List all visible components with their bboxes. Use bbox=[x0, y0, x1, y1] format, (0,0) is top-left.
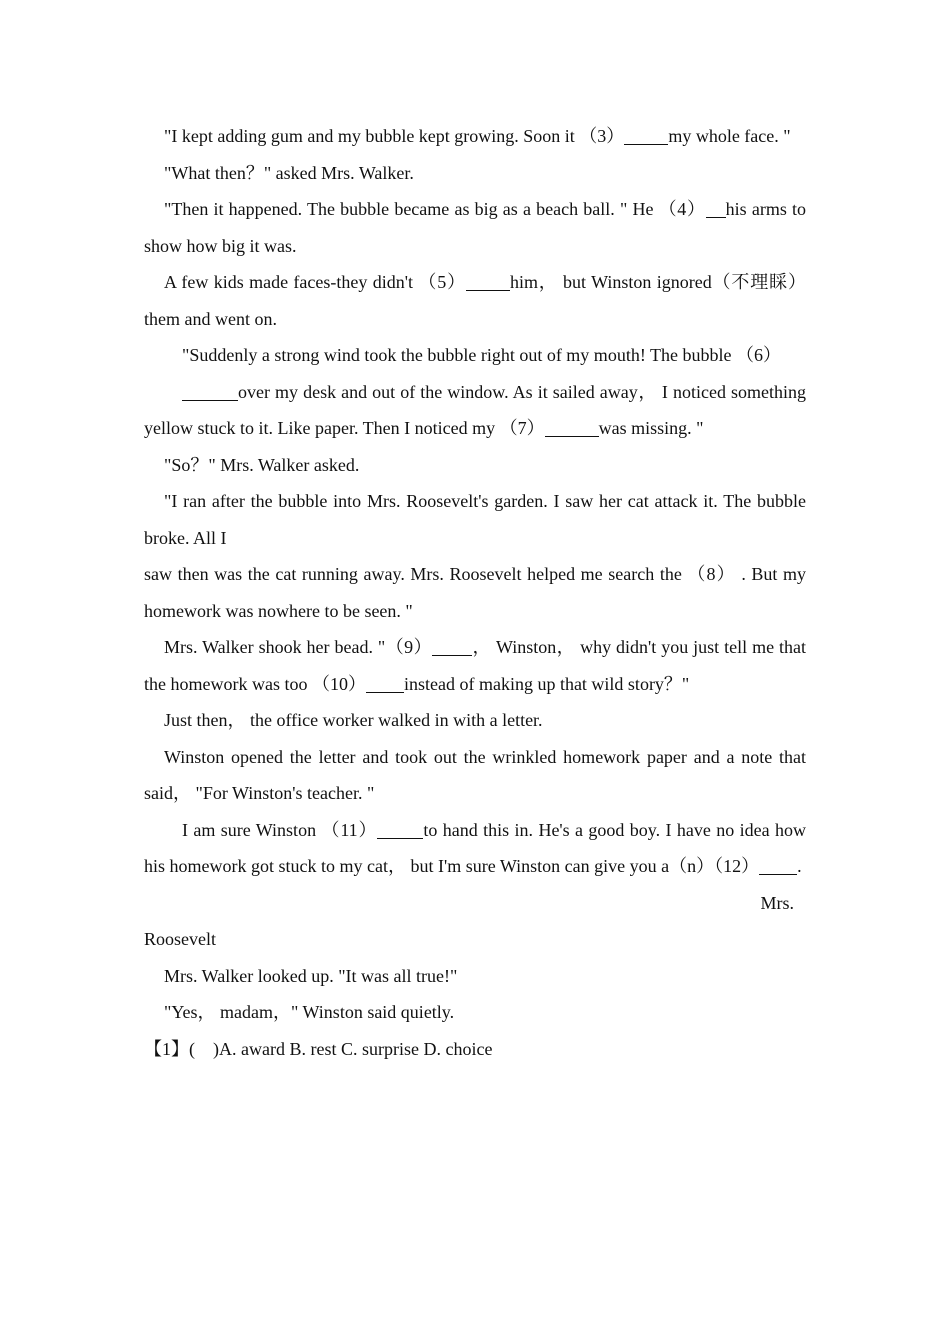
text: "Suddenly a strong wind took the bubble right out of my mouth! The bubble （6） bbox=[182, 345, 781, 365]
blank-3 bbox=[624, 126, 668, 145]
question-label: 【1】( ) bbox=[144, 1038, 219, 1059]
paragraph-so bbox=[144, 447, 806, 484]
paragraph-letter bbox=[144, 739, 806, 812]
paragraph-what-then bbox=[144, 155, 806, 192]
text: "Yes， madam，" Winston said quietly. bbox=[164, 1002, 455, 1022]
text: . bbox=[797, 856, 802, 876]
paragraph-garden bbox=[144, 483, 806, 629]
text: was missing. " bbox=[598, 418, 704, 438]
text: ， Winston， why didn't you just tell me that the homework was too （10） bbox=[144, 637, 807, 694]
text: "So？" Mrs. Walker asked. bbox=[164, 454, 360, 475]
blank-6 bbox=[182, 382, 238, 401]
blank-5 bbox=[466, 272, 510, 291]
text: I am sure Winston （11） bbox=[182, 819, 378, 840]
blank-11 bbox=[377, 820, 423, 839]
text: "Then it happened. The bubble became as big as a beach ball. " He （4） bbox=[164, 199, 706, 219]
question-1 bbox=[144, 1031, 806, 1068]
paragraph-looked-up bbox=[144, 958, 806, 995]
text: Mrs. Walker looked up. "It was all true!" bbox=[164, 965, 458, 986]
blank-12 bbox=[759, 856, 797, 875]
signature-name bbox=[144, 921, 806, 958]
text: "I kept adding gum and my bubble kept growing. Soon it （3） bbox=[164, 126, 625, 146]
question-options: A. award B. rest C. surprise D. choice bbox=[219, 1038, 493, 1059]
text: his arms to show how big it was. bbox=[144, 199, 807, 256]
blank-9 bbox=[432, 637, 472, 656]
text: "What then？" asked Mrs. Walker. bbox=[164, 162, 414, 183]
paragraph-strong-wind bbox=[144, 337, 806, 447]
text: over my desk and out of the window. As it sailed away， I noticed something yellow stuck to it. Like paper. Then I noticed my （7） bbox=[144, 381, 806, 438]
text: him， but Winston ignored（不理睬） them and went on. bbox=[144, 272, 807, 329]
text: saw then was the cat running away. Mrs. Roosevelt helped me search the （8） bbox=[144, 564, 736, 584]
text: . But my homework was nowhere to be seen. " bbox=[144, 564, 807, 621]
paragraph-note bbox=[144, 812, 806, 885]
text: instead of making up that wild story？" bbox=[403, 673, 690, 694]
paragraph-bubble-growing bbox=[144, 118, 806, 155]
blank-4 bbox=[706, 199, 726, 218]
paragraph-kids-faces bbox=[144, 264, 806, 337]
text: Mrs. bbox=[760, 892, 794, 913]
text: "I ran after the bubble into Mrs. Roosevelt's garden. I saw her cat attack it. The bubble broke. All I bbox=[144, 491, 806, 548]
paragraph-shook-head bbox=[144, 629, 806, 702]
text: A few kids made faces-they didn't （5） bbox=[164, 272, 466, 292]
blank-7 bbox=[545, 418, 599, 437]
passage bbox=[144, 118, 806, 1067]
text: to hand this in. He's a good boy. I have no idea how his homework got stuck to my cat， but I'm sure Winston can give you a（n）（12） bbox=[144, 819, 806, 876]
signature-title bbox=[144, 885, 806, 922]
blank-10 bbox=[366, 674, 404, 693]
paragraph-beach-ball bbox=[144, 191, 806, 264]
text: Winston opened the letter and took out the wrinkled homework paper and a note that said， "For Winston's teacher. " bbox=[144, 746, 806, 803]
text: Roosevelt bbox=[144, 929, 216, 949]
text: Mrs. Walker shook her bead. "（9） bbox=[164, 637, 433, 657]
paragraph-yes-madam bbox=[144, 994, 806, 1031]
text: Just then， the office worker walked in with a letter. bbox=[164, 710, 543, 730]
paragraph-office-worker bbox=[144, 702, 806, 739]
text: my whole face. " bbox=[668, 126, 791, 146]
